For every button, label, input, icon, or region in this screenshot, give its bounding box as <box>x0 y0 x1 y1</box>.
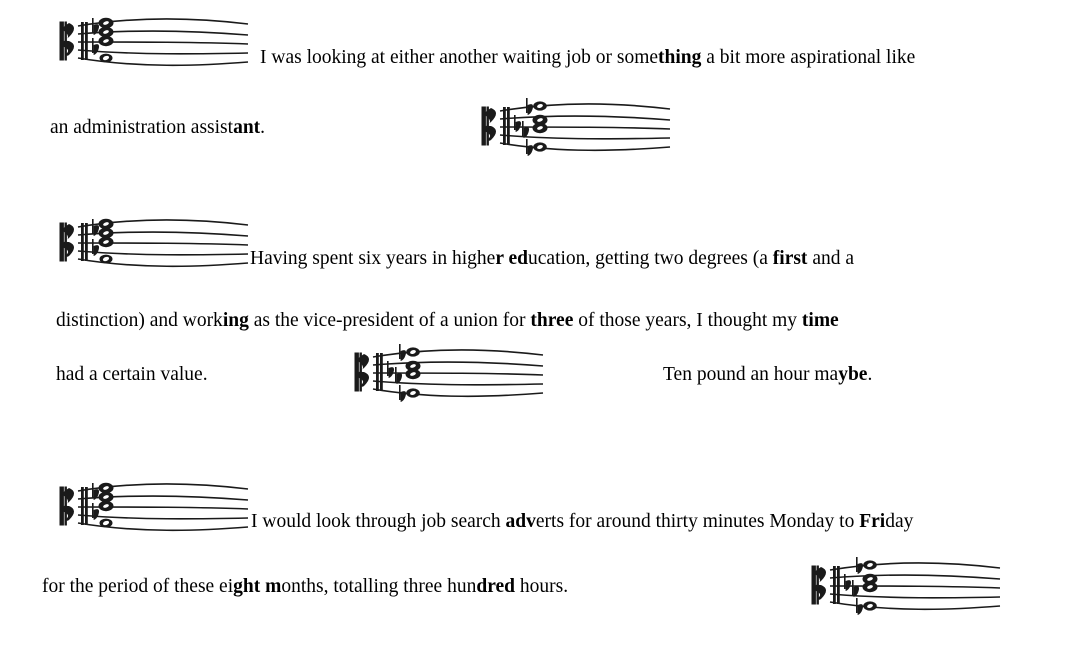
paragraph-2-line-1 <box>250 249 854 269</box>
text-segment: I would look through job search <box>251 511 506 532</box>
text-segment-bold: ght m <box>233 576 282 597</box>
text-segment-bold: dred <box>476 576 515 597</box>
paragraph-3-line-1 <box>251 512 913 532</box>
text-segment-bold: thing <box>658 47 702 68</box>
text-segment: a bit more aspirational like <box>701 47 916 68</box>
text-segment: I was looking at either another waiting job or some <box>260 47 659 68</box>
text-segment: an administration assist <box>50 117 234 138</box>
text-segment: as the vice-president of a union for <box>248 310 531 331</box>
text-segment: and a <box>807 248 854 269</box>
paragraph-3-line-2 <box>42 577 568 597</box>
music-chord-cluster-icon <box>470 95 675 165</box>
text-segment-bold: Fri <box>859 511 886 532</box>
music-chord-cluster-icon <box>343 341 548 411</box>
text-segment: . <box>867 364 873 385</box>
text-segment-bold: ing <box>222 310 249 331</box>
text-segment-bold: r ed <box>495 248 529 269</box>
text-segment: distinction) and work <box>56 310 223 331</box>
text-segment: Ten pound an hour ma <box>663 364 839 385</box>
text-segment: day <box>885 511 914 532</box>
music-chord-cluster-icon <box>800 554 1005 624</box>
text-segment: had a certain value. <box>56 364 208 385</box>
music-chord-cluster-icon <box>48 211 253 281</box>
text-segment: ucation, getting two degrees (a <box>528 248 773 269</box>
text-segment-bold: ant <box>233 117 261 138</box>
text-segment-bold: first <box>772 248 808 269</box>
paragraph-1-line-1 <box>260 48 915 68</box>
paragraph-1-line-2 <box>50 118 265 138</box>
text-segment-bold: time <box>801 310 839 331</box>
paragraph-2-line-3-right <box>663 365 872 385</box>
text-segment: Having spent six years in highe <box>250 248 496 269</box>
text-segment: for the period of these ei <box>42 576 234 597</box>
text-segment-bold: adv <box>505 511 536 532</box>
paragraph-2-line-2 <box>56 311 839 331</box>
paragraph-2-line-3-left <box>56 365 208 385</box>
music-chord-cluster-icon <box>48 10 253 80</box>
text-segment-bold: three <box>530 310 574 331</box>
music-chord-cluster-icon <box>48 475 253 545</box>
text-segment-bold: ybe <box>838 364 868 385</box>
text-segment: onths, totalling three hun <box>281 576 477 597</box>
text-segment: of those years, I thought my <box>573 310 802 331</box>
text-segment: erts for around thirty minutes Monday to <box>535 511 860 532</box>
text-segment: . <box>260 117 266 138</box>
text-segment: hours. <box>515 576 569 597</box>
